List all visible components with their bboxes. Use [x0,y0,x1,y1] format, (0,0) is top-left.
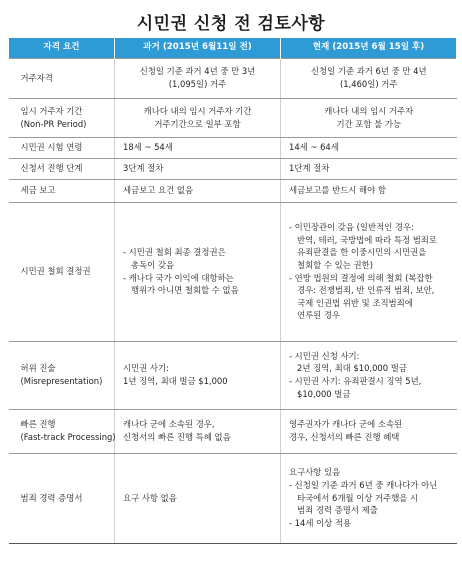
row-criminal-record-label: 범죄 경력 증명서 [9,453,115,543]
table-row [9,98,457,137]
page-title: 시민권 신청 전 검토사항 [136,14,326,34]
table-row [9,409,457,453]
table-row [9,158,457,179]
row-tax-past: 세금보고 요건 없음 [115,179,281,202]
comparison-table [8,38,457,544]
row-revocation-current: - 이민장관이 갖음 (일반적인 경우: 반역, 테러, 국방법에 따라 특정 범죄로 유죄판결을 한 이중시민의 시민권을 철회할 수 있는 권한) - 연방 법원의 결정에 의해 철회 (복잡한 경우: 전쟁범죄, 반 인류적 범죄, 보안, 국제 인권법 위반 및 조직범죄에 연루된 경우 [281,202,457,341]
table-header-row [9,38,457,58]
row-process-steps-past: 3단계 절차 [115,158,281,179]
row-fast-track-past: 캐나다 군에 소속된 경우, 신청서의 빠른 진행 특혜 없음 [115,409,281,453]
row-temp-residence-past: 캐나다 내의 임시 거주자 기간 거주기간으로 일부 포함 [115,98,281,137]
row-tax-current: 세금보고를 반드시 해야 함 [281,179,457,202]
table-row [9,202,457,341]
table-row [9,453,457,543]
table-row [9,137,457,158]
row-misrepresentation-current: - 시민권 신청 사기: 2년 징역, 최대 $10,000 벌금 - 시민권 사기: 유죄판결시 징역 5년, $10,000 벌금 [281,341,457,409]
table-row [9,58,457,98]
table-row [9,341,457,409]
row-revocation-label: 시민권 철회 결정권 [9,202,115,341]
row-tax-label: 세금 보고 [9,179,115,202]
row-temp-residence-label: 임시 거주자 기간 (Non-PR Period) [9,98,115,137]
row-criminal-record-past: 요구 사항 없음 [115,453,281,543]
row-fast-track-current: 영주권자가 캐나다 군에 소속된 경우, 신청서의 빠른 진행 혜택 [281,409,457,453]
row-misrepresentation-label: 허위 진술 (Misrepresentation) [9,341,115,409]
row-exam-age-label: 시민권 시험 연령 [9,137,115,158]
row-residence-past: 신청일 기준 과거 4년 중 만 3년 (1,095일) 거주 [115,58,281,98]
row-fast-track-label: 빠른 진행 (Fast-track Processing) [9,409,115,453]
row-exam-age-past: 18세 ~ 54세 [115,137,281,158]
row-temp-residence-current: 캐나다 내의 임시 거주자 기간 포함 불 가능 [281,98,457,137]
table-row [9,179,457,202]
header-past: 과거 (2015년 6월11일 전) [115,38,281,58]
row-misrepresentation-past: 시민권 사기: 1년 징역, 최대 벌금 $1,000 [115,341,281,409]
row-process-steps-label: 신청서 진행 단계 [9,158,115,179]
row-residence-label: 거주자격 [9,58,115,98]
row-process-steps-current: 1단계 절차 [281,158,457,179]
header-requirement: 자격 요건 [9,38,115,58]
header-current: 현재 (2015년 6월 15일 후) [281,38,457,58]
row-revocation-past: - 시민권 철회 최종 결정권은 총독이 갖음 - 캐나다 국가 이익에 대항하는 행위가 아니면 철회할 수 없음 [115,202,281,341]
row-criminal-record-current: 요구사항 있음 - 신청일 기준 과거 6년 중 캐나다가 아닌 타국에서 6개월 이상 거주했을 시 범죄 경력 증명서 제출 - 14세 이상 적용 [281,453,457,543]
row-exam-age-current: 14세 ~ 64세 [281,137,457,158]
row-residence-current: 신청일 기준 과거 6년 중 만 4년 (1,460일) 거주 [281,58,457,98]
